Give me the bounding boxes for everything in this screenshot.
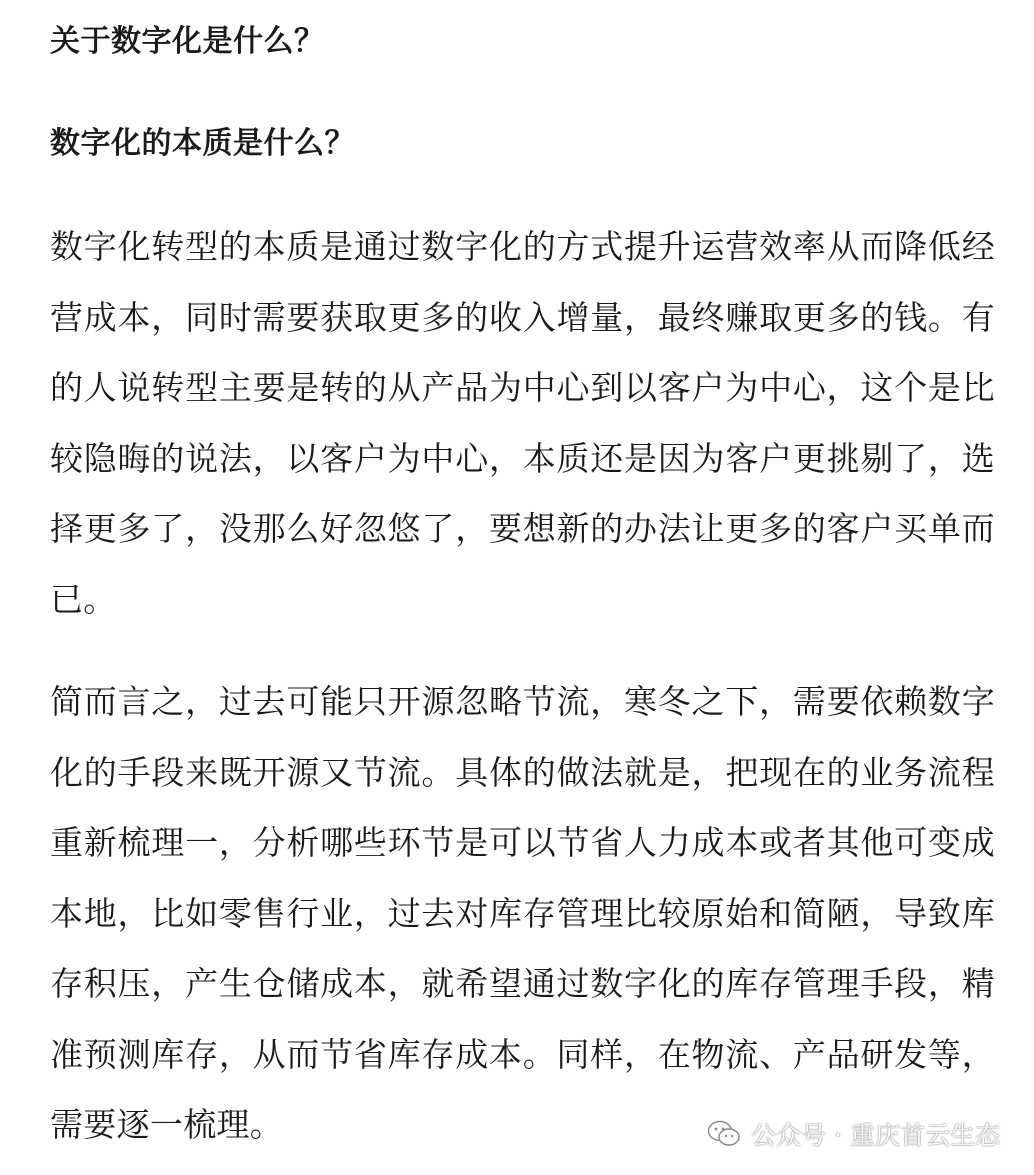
heading-what-is-digitalization: 关于数字化是什么？ (50, 24, 325, 59)
heading-essence-of-digitalization: 数字化的本质是什么？ (50, 126, 355, 161)
watermark-account: 重庆首云生态 (849, 1121, 1000, 1150)
watermark-separator: · (834, 1119, 842, 1149)
article (50, 18, 995, 1161)
watermark-platform: 公众号 (751, 1121, 827, 1150)
paragraph-essence: 数字化转型的本质是通过数字化的方式提升运营效率从而降低经营成本，同时需要获取更多的收入增量，最终赚取更多的钱。有的人说转型主要是转的从产品为中心到以客户为中心，这个是比较隐晦的说法，以客户为中心，本质还是因为客户更挑剔了，选择更多了，没那么好忽悠了，要想新的办法让更多的客户买单而已。 (50, 227, 995, 619)
paragraph-summary: 简而言之，过去可能只开源忽略节流，寒冬之下，需要依赖数字化的手段来既开源又节流。具体的做法就是，把现在的业务流程重新梳理一，分析哪些环节是可以节省人力成本或者其他可变成本地，比如零售行业，过去对库存管理比较原始和简陋，导致库存积压，产生仓储成本，就希望通过数字化的库存管理手段，精准预测库存，从而节省库存成本。同样，在物流、产品研发等，需要逐一梳理。 (50, 682, 995, 1144)
watermark (707, 1112, 1000, 1156)
wechat-icon (707, 1119, 741, 1149)
